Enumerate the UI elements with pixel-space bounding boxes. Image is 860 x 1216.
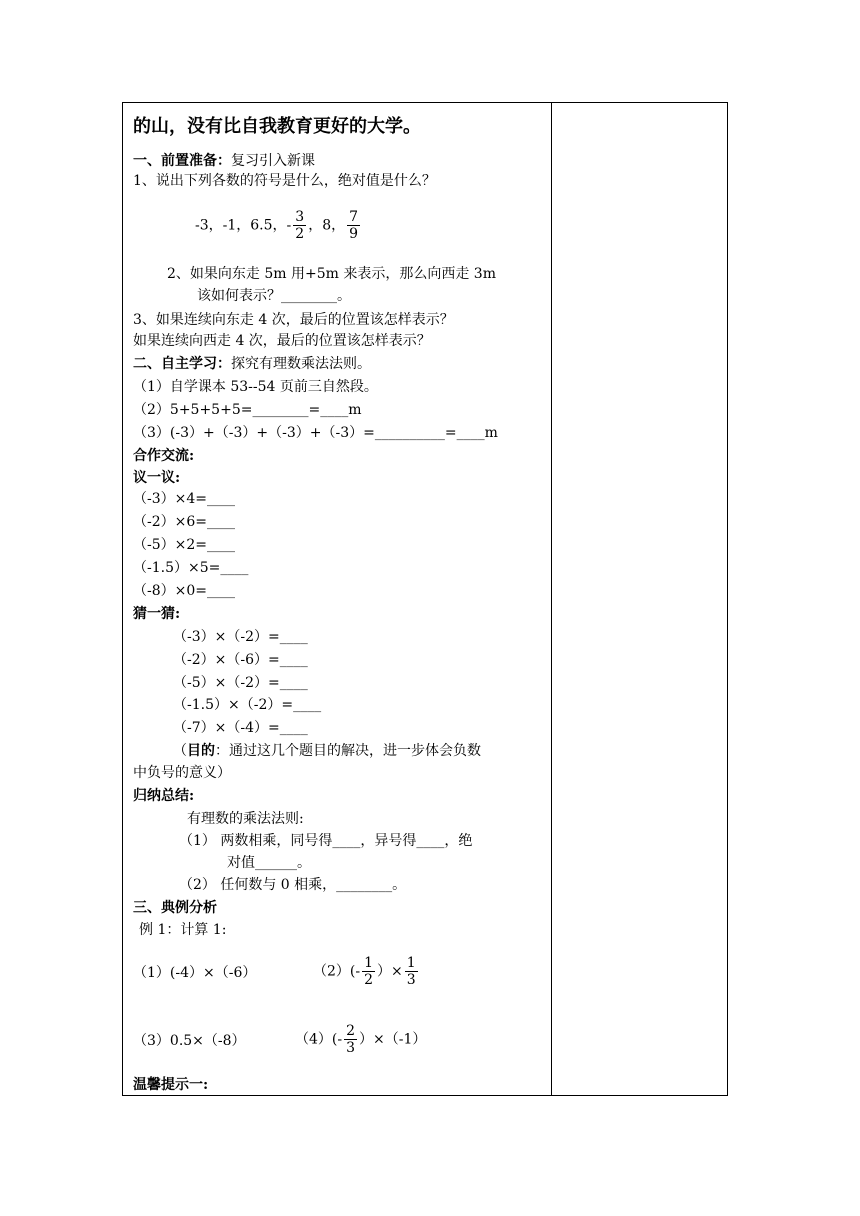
question-1: 1、说出下列各数的符号是什么，绝对值是什么？ bbox=[133, 173, 436, 189]
fraction-7-9: $\frac{7}{9}$ bbox=[349, 209, 359, 242]
page-heading: 的山，没有比自我教育更好的大学。 bbox=[133, 116, 421, 137]
fraction-2-3: $\frac{2}{3}$ bbox=[346, 1023, 356, 1056]
example-1-part-4: （4）(- $\frac{2}{3}$ ）×（-1） bbox=[295, 1023, 427, 1056]
cooperation-heading: 合作交流: bbox=[133, 448, 195, 464]
question-3-line1: 3、如果连续向东走 4 次，最后的位置该怎样表示？ bbox=[133, 312, 454, 328]
fraction-1-3: $\frac{1}{3}$ bbox=[406, 955, 416, 988]
section-1-title: 一、前置准备：复习引入新课 bbox=[133, 153, 315, 169]
rule-1-line1: （1） 两数相乘，同号得____，异号得____，绝 bbox=[179, 833, 473, 849]
example-1-part-2: （2）(- $\frac{1}{2}$ ）× $\frac{1}{3}$ bbox=[313, 955, 416, 988]
section-2-title: 二、自主学习：探究有理数乘法法则。 bbox=[133, 356, 371, 372]
rule-1-line2: 对值______。 bbox=[227, 855, 311, 871]
guess-item: （-7）×（-4）=____ bbox=[173, 720, 308, 736]
discuss-heading: 议一议: bbox=[133, 470, 181, 486]
question-2-line1: 2、如果向东走 5m 用+5m 来表示，那么向西走 3m bbox=[167, 266, 496, 282]
discuss-item: （-3）×4=____ bbox=[133, 491, 236, 507]
rule-title: 有理数的乘法法则: bbox=[187, 811, 304, 827]
tip-heading: 温馨提示一: bbox=[133, 1077, 209, 1093]
self-study-1: （1）自学课本 53--54 页前三自然段。 bbox=[133, 379, 378, 395]
section-3-title: 三、典例分析 bbox=[133, 900, 217, 916]
guess-item: （-1.5）×（-2）=____ bbox=[173, 697, 322, 713]
guess-item: （-3）×（-2）=____ bbox=[173, 629, 308, 645]
question-1-numbers: -3，-1，6.5，- $\frac{3}{2}$ ，8， $\frac{7}{9}$ bbox=[195, 209, 359, 242]
discuss-item: （-5）×2=____ bbox=[133, 537, 236, 553]
column-divider bbox=[551, 103, 552, 1095]
example-1-part-1: （1）(-4）×（-6） bbox=[133, 965, 257, 981]
question-2-line2: 该如何表示？________。 bbox=[197, 288, 351, 304]
discuss-item: （-1.5）×5=____ bbox=[133, 560, 249, 576]
guess-item: （-2）×（-6）=____ bbox=[173, 652, 308, 668]
rule-2: （2） 任何数与 0 相乘，________。 bbox=[179, 877, 407, 893]
question-3-line2: 如果连续向西走 4 次，最后的位置该怎样表示？ bbox=[133, 333, 431, 349]
self-study-3: （3）(-3）+（-3）+（-3）+（-3）=__________=____m bbox=[133, 425, 498, 441]
summary-heading: 归纳总结: bbox=[133, 788, 195, 804]
example-1-part-3: （3）0.5×（-8） bbox=[133, 1033, 246, 1049]
lesson-table bbox=[122, 102, 728, 1096]
discuss-item: （-2）×6=____ bbox=[133, 514, 236, 530]
fraction-neg-3-2: $\frac{3}{2}$ bbox=[295, 209, 305, 242]
fraction-1-2: $\frac{1}{2}$ bbox=[364, 955, 374, 988]
discuss-item: （-8）×0=____ bbox=[133, 583, 236, 599]
purpose-line2: 中负号的意义） bbox=[133, 765, 231, 781]
example-1-title: 例 1：计算 1: bbox=[139, 922, 227, 938]
guess-item: （-5）×（-2）=____ bbox=[173, 675, 308, 691]
guess-heading: 猜一猜: bbox=[133, 606, 181, 622]
self-study-2: （2）5+5+5+5=________=____m bbox=[133, 402, 362, 418]
purpose-line1: （目的：通过这几个题目的解决，进一步体会负数 bbox=[173, 743, 481, 759]
